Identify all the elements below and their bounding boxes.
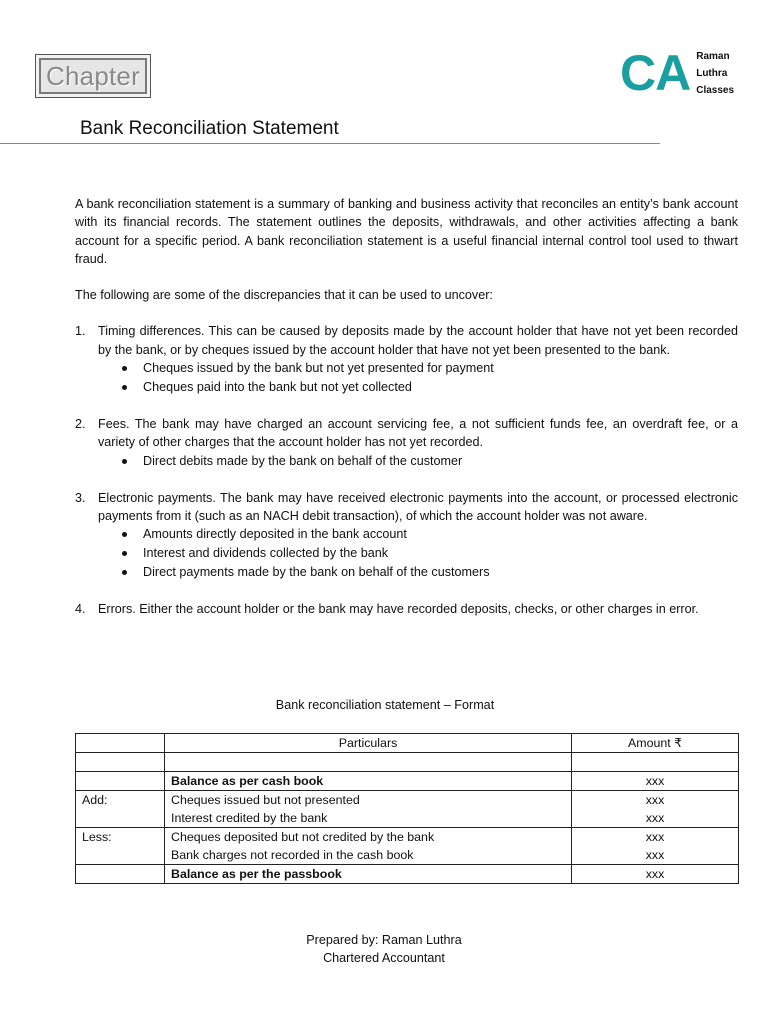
chapter-label: Chapter — [39, 58, 147, 94]
bullet-list — [75, 359, 738, 397]
amount-cell: xxx — [572, 772, 739, 791]
table-header-row — [76, 734, 739, 753]
prepared-by: Prepared by: Raman Luthra — [306, 933, 462, 947]
item-number: 2. — [75, 417, 86, 432]
amount-cell — [572, 828, 739, 865]
amount-cell: xxx — [572, 865, 739, 884]
logo-words — [696, 48, 734, 99]
particular-line: Interest credited by the bank — [171, 811, 328, 825]
header-cell: Amount ₹ — [572, 734, 739, 753]
list-item-electronic — [75, 489, 738, 526]
less-label: Less: — [76, 828, 165, 865]
table-row — [76, 828, 739, 865]
item-text: Errors. Either the account holder or the bank may have recorded deposits, checks, or other charges in error. — [98, 602, 699, 617]
table-row — [76, 791, 739, 828]
particulars-cell — [165, 828, 572, 865]
table-caption: Bank reconciliation statement – Format — [275, 698, 495, 712]
table-row — [76, 772, 739, 791]
list-item-errors — [75, 600, 738, 618]
bullet-list — [75, 452, 738, 471]
ca-logo — [620, 45, 735, 101]
intro-paragraph: A bank reconciliation statement is a summary of banking and business activity that reconciles an entity’s bank account with its financial records. The statement outlines the deposits, withdrawals, and other activities affecting a bank account for a specific period. A bank reconciliation statement is a useful financial internal control tool used to thwart fraud. — [75, 197, 738, 266]
add-label: Add: — [76, 791, 165, 828]
closing-balance-label: Balance as per the passbook — [165, 865, 572, 884]
logo-initials: CA — [620, 45, 691, 101]
particular-line: Bank charges not recorded in the cash book — [171, 848, 414, 862]
bullet-item: Direct debits made by the bank on behalf of the customer — [75, 452, 738, 471]
footer — [0, 931, 768, 967]
amount-line: xxx — [645, 811, 665, 825]
particular-line: Cheques issued but not presented — [171, 793, 360, 807]
item-text: Electronic payments. The bank may have received electronic payments into the account, or processed electronic payments from it (such as an NACH debit transaction), of which the account holder was not aware. — [98, 490, 738, 523]
bullet-item: Cheques issued by the bank but not yet presented for payment — [75, 359, 738, 378]
bullet-item: Amounts directly deposited in the bank account — [75, 525, 738, 544]
amount-line: xxx — [645, 848, 665, 862]
designation: Chartered Accountant — [323, 951, 445, 965]
opening-balance-label: Balance as per cash book — [165, 772, 572, 791]
chapter-badge — [35, 54, 151, 98]
amount-cell — [572, 791, 739, 828]
item-number: 3. — [75, 490, 86, 505]
bullet-item: Cheques paid into the bank but not yet collected — [75, 378, 738, 397]
logo-word: Raman — [696, 50, 730, 62]
logo-word: Classes — [696, 84, 735, 96]
title-divider — [0, 143, 660, 144]
table-row — [76, 753, 739, 772]
bullet-item: Direct payments made by the bank on behalf of the customers — [75, 563, 738, 582]
amount-line: xxx — [645, 830, 665, 844]
item-text: Fees. The bank may have charged an account servicing fee, a not sufficient funds fee, an overdraft fee, or a variety of other charges that the account holder has not yet recorded. — [98, 417, 738, 450]
amount-line: xxx — [645, 793, 665, 807]
reconciliation-table — [75, 733, 739, 884]
page-title: Bank Reconciliation Statement — [80, 118, 339, 139]
table-row — [76, 865, 739, 884]
logo-word: Luthra — [696, 67, 728, 79]
header-cell — [76, 734, 165, 753]
item-number: 1. — [75, 324, 86, 339]
item-number: 4. — [75, 602, 86, 617]
particulars-cell — [165, 791, 572, 828]
list-item-timing — [75, 322, 738, 359]
header-cell: Particulars — [165, 734, 572, 753]
bullet-item: Interest and dividends collected by the bank — [75, 544, 738, 563]
particular-line: Cheques deposited but not credited by the bank — [171, 830, 435, 844]
list-item-fees — [75, 415, 738, 452]
item-text: Timing differences. This can be caused by deposits made by the account holder that have not yet been recorded by the bank, or by cheques issued by the account holder that have not yet been presented to the bank. — [98, 324, 738, 357]
document-body — [75, 195, 738, 619]
bullet-list — [75, 525, 738, 582]
lead-paragraph: The following are some of the discrepancies that it can be used to uncover: — [75, 288, 493, 303]
